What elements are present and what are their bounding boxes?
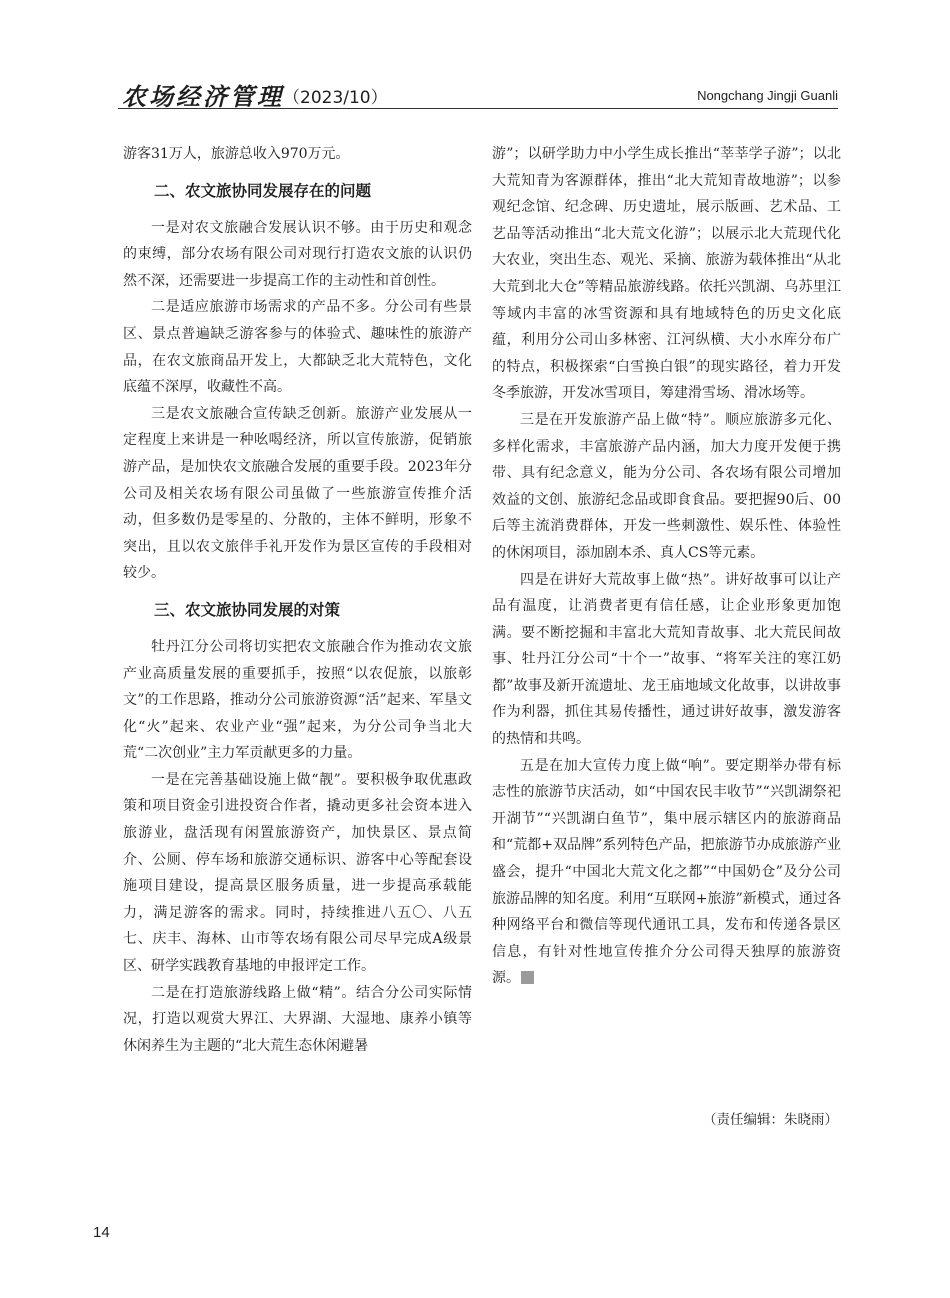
- paragraph-text: 五是在加大宣传力度上做“响”。要定期举办带有标志性的旅游节庆活动，如“中国农民丰收节”“兴凯湖祭祀开湖节”“兴凯湖白鱼节”，集中展示辖区内的旅游商品和“荒都+双品牌”系列特色产品，把旅游节办成旅游产业盛会，提升“中国北大荒文化之都”“中国奶仓”及分公司旅游品牌的知名度。利用“互联网+旅游”新模式，通过各种网络平台和微信等现代通讯工具，发布和传递各景区信息，有针对性地宣传推介分公司得天独厚的旅游资源。: [492, 757, 841, 987]
- journal-title: 农场经济管理: [122, 83, 284, 111]
- page-number: 14: [93, 1224, 110, 1241]
- editor-credit: （责任编辑：朱晓雨）: [703, 1112, 838, 1128]
- right-column: [492, 141, 841, 992]
- paragraph: 一是在完善基础设施上做“靓”。要积极争取优惠政策和项目资金引进投资合作者，撬动更多社会资本进入旅游业，盘活现有闲置旅游资产，加快景区、景点简介、公厕、停车场和旅游交通标识、游客中心等配套设施项目建设，提高景区服务质量，进一步提高承载能力，满足游客的需求。同时，持续推进八五〇、八五七、庆丰、海林、山市等农场有限公司尽早完成A级景区、研学实践教育基地的申报评定工作。: [123, 771, 472, 975]
- paragraph: 牡丹江分公司将切实把农文旅融合作为推动农文旅产业高质量发展的重要抓手，按照“以农促旅，以旅彰文”的工作思路，推动分公司旅游资源“活”起来、军垦文化“火”起来、农业产业“强”起来，为分公司争当北大荒“二次创业”主力军贡献更多的力量。: [123, 638, 472, 762]
- section-heading: 二、农文旅协同发展存在的问题: [154, 181, 372, 200]
- paragraph: [492, 753, 841, 992]
- paragraph: 二是适应旅游市场需求的产品不多。分公司有些景区、景点普遍缺乏游客参与的体验式、趣味性的旅游产品，在农文旅商品开发上，大都缺乏北大荒特色，文化底蕴不深厚，收藏性不高。: [123, 299, 472, 396]
- paragraph: 四是在讲好大荒故事上做“热”。讲好故事可以让产品有温度，让消费者更有信任感，让企业形象更加饱满。要不断挖掘和丰富北大荒知青故事、北大荒民间故事、牡丹江分公司“十个一”故事、“将军关注的寒江奶都”故事及新开流遗址、龙王庙地域文化故事，以讲故事作为利器，抓住其易传播性，通过讲好故事，激发游客的热情和共鸣。: [492, 571, 841, 748]
- end-mark-icon: [521, 971, 534, 984]
- section-heading: 三、农文旅协同发展的对策: [154, 600, 341, 619]
- paragraph: 二是在打造旅游线路上做“精”。结合分公司实际情况，打造以观赏大界江、大界湖、大湿地、康养小镇等休闲养生为主题的“北大荒生态休闲避暑: [123, 984, 472, 1054]
- journal-latin-name: Nongchang Jingji Guanli: [697, 88, 838, 103]
- paragraph: 三是农文旅融合宣传缺乏创新。旅游产业发展从一定程度上来讲是一种吆喝经济，所以宣传旅游，促销旅游产品，是加快农文旅融合发展的重要手段。2023年分公司及相关农场有限公司虽做了一些旅游宣传推介活动，但多数仍是零星的、分散的，主体不鲜明，形象不突出，且以农文旅伴手礼开发作为景区宣传的手段相对较少。: [123, 405, 472, 582]
- paragraph: 游客31万人，旅游总收入970万元。: [123, 146, 350, 162]
- left-column: [123, 141, 472, 1059]
- issue-number: （2023/10）: [283, 88, 388, 108]
- header-rule: [118, 108, 838, 109]
- paragraph: 游”；以研学助力中小学生成长推出“莘莘学子游”；以北大荒知青为客源群体，推出“北大荒知青故地游”；以参观纪念馆、纪念碑、历史遗址，展示版画、艺术品、工艺品等活动推出“北大荒文化游”；以展示北大荒现代化大农业，突出生态、观光、采摘、旅游为载体推出“从北大荒到北大仓”等精品旅游线路。依托兴凯湖、乌苏里江等域内丰富的冰雪资源和具有地域特色的历史文化底蕴，利用分公司山多林密、江河纵横、大小水库分布广的特点，积极探索“白雪换白银”的现实路径，着力开发冬季旅游，开发冰雪项目，筹建滑雪场、滑冰场等。: [492, 146, 841, 402]
- paragraph: 三是在开发旅游产品上做“特”。顺应旅游多元化、多样化需求，丰富旅游产品内涵，加大力度开发便于携带、具有纪念意义，能为分公司、各农场有限公司增加效益的文创、旅游纪念品或即食食品。要把握90后、00后等主流消费群体，开发一些刺激性、娱乐性、体验性的休闲项目，添加剧本杀、真人CS等元素。: [492, 411, 841, 561]
- paragraph: 一是对农文旅融合发展认识不够。由于历史和观念的束缚，部分农场有限公司对现行打造农文旅的认识仍然不深，还需要进一步提高工作的主动性和首创性。: [123, 219, 472, 289]
